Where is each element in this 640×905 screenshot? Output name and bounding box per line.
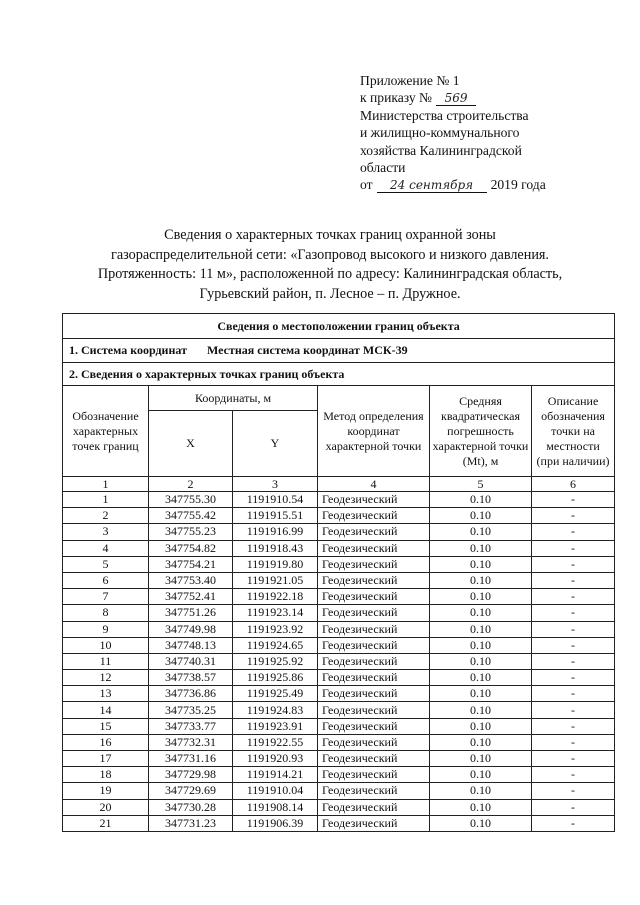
date-suffix: 2019 года (490, 177, 546, 193)
y-coordinate-cell: 1191915.51 (233, 508, 318, 524)
method-cell: Геодезический (318, 734, 430, 750)
y-coordinate-cell: 1191922.55 (233, 734, 318, 750)
column-numbers-row (63, 477, 615, 492)
point-number-cell: 19 (63, 783, 149, 799)
y-coordinate-cell: 1191910.04 (233, 783, 318, 799)
col-header-x: X (149, 411, 233, 477)
method-cell: Геодезический (318, 799, 430, 815)
y-coordinate-cell: 1191923.14 (233, 605, 318, 621)
point-number-cell: 21 (63, 815, 149, 831)
title-line-4: Гурьевский район, п. Лесное – п. Дружное. (199, 285, 461, 302)
table-row (63, 653, 615, 669)
error-cell: 0.10 (430, 734, 532, 750)
x-coordinate-cell: 347733.77 (149, 718, 233, 734)
point-number-cell: 14 (63, 702, 149, 718)
error-cell: 0.10 (430, 686, 532, 702)
x-coordinate-cell: 347754.82 (149, 540, 233, 556)
date-line (360, 176, 600, 193)
col-header-point: Обозначение характерных точек границ (63, 386, 149, 477)
y-coordinate-cell: 1191908.14 (233, 799, 318, 815)
description-cell: - (532, 783, 615, 799)
point-number-cell: 17 (63, 751, 149, 767)
method-cell: Геодезический (318, 621, 430, 637)
table-row (63, 492, 615, 508)
method-cell: Геодезический (318, 524, 430, 540)
col-header-y: Y (233, 411, 318, 477)
description-cell: - (532, 702, 615, 718)
description-cell: - (532, 637, 615, 653)
point-number-cell: 11 (63, 653, 149, 669)
description-cell: - (532, 751, 615, 767)
description-cell: - (532, 572, 615, 588)
point-number-cell: 7 (63, 589, 149, 605)
description-cell: - (532, 670, 615, 686)
x-coordinate-cell: 347752.41 (149, 589, 233, 605)
col-header-description: Описание обозначения точки на местности (при наличии) (532, 386, 615, 477)
appendix-block (360, 72, 600, 194)
col-number: 1 (63, 477, 149, 492)
error-cell: 0.10 (430, 589, 532, 605)
description-cell: - (532, 686, 615, 702)
method-cell: Геодезический (318, 589, 430, 605)
error-cell: 0.10 (430, 492, 532, 508)
method-cell: Геодезический (318, 605, 430, 621)
title-line-1: Сведения о характерных точках границ охранной зоны (164, 227, 496, 243)
x-coordinate-cell: 347753.40 (149, 572, 233, 588)
point-number-cell: 6 (63, 572, 149, 588)
coordinate-system-row (63, 339, 615, 363)
point-number-cell: 3 (63, 524, 149, 540)
error-cell: 0.10 (430, 637, 532, 653)
col-number: 6 (532, 477, 615, 492)
date-prefix: от (360, 177, 373, 193)
x-coordinate-cell: 347754.21 (149, 556, 233, 572)
x-coordinate-cell: 347738.57 (149, 670, 233, 686)
error-cell: 0.10 (430, 605, 532, 621)
error-cell: 0.10 (430, 670, 532, 686)
y-coordinate-cell: 1191925.86 (233, 670, 318, 686)
method-cell: Геодезический (318, 718, 430, 734)
y-coordinate-cell: 1191924.65 (233, 637, 318, 653)
table-row (63, 637, 615, 653)
point-number-cell: 2 (63, 508, 149, 524)
y-coordinate-cell: 1191924.83 (233, 702, 318, 718)
ministry-line-3: хозяйства Калининградской (360, 142, 522, 158)
description-cell: - (532, 556, 615, 572)
table-row (63, 686, 615, 702)
description-cell: - (532, 540, 615, 556)
description-cell: - (532, 508, 615, 524)
method-cell: Геодезический (318, 637, 430, 653)
error-cell: 0.10 (430, 799, 532, 815)
y-coordinate-cell: 1191920.93 (233, 751, 318, 767)
error-cell: 0.10 (430, 767, 532, 783)
method-cell: Геодезический (318, 702, 430, 718)
col-header-method: Метод определения координат характерной точки (318, 386, 430, 477)
table-row (63, 572, 615, 588)
method-cell: Геодезический (318, 686, 430, 702)
method-cell: Геодезический (318, 492, 430, 508)
order-number-handwritten: 569 (436, 91, 476, 106)
point-number-cell: 10 (63, 637, 149, 653)
x-coordinate-cell: 347729.98 (149, 767, 233, 783)
table-row (63, 605, 615, 621)
error-cell: 0.10 (430, 751, 532, 767)
description-cell: - (532, 718, 615, 734)
error-cell: 0.10 (430, 556, 532, 572)
description-cell: - (532, 621, 615, 637)
method-cell: Геодезический (318, 540, 430, 556)
ministry-line-1: Министерства строительства (360, 107, 529, 123)
table-row (63, 508, 615, 524)
y-coordinate-cell: 1191916.99 (233, 524, 318, 540)
x-coordinate-cell: 347755.23 (149, 524, 233, 540)
col-number: 5 (430, 477, 532, 492)
x-coordinate-cell: 347732.31 (149, 734, 233, 750)
col-number: 2 (149, 477, 233, 492)
error-cell: 0.10 (430, 508, 532, 524)
table-row (63, 718, 615, 734)
x-coordinate-cell: 347751.26 (149, 605, 233, 621)
table-row (63, 783, 615, 799)
point-number-cell: 12 (63, 670, 149, 686)
table-header: Сведения о местоположении границ объекта (63, 314, 615, 339)
point-number-cell: 4 (63, 540, 149, 556)
col-header-error: Средняя квадратическая погрешность характерной точки (Mt), м (430, 386, 532, 477)
x-coordinate-cell: 347729.69 (149, 783, 233, 799)
x-coordinate-cell: 347736.86 (149, 686, 233, 702)
method-cell: Геодезический (318, 670, 430, 686)
description-cell: - (532, 524, 615, 540)
table-row (63, 540, 615, 556)
y-coordinate-cell: 1191922.18 (233, 589, 318, 605)
table-row (63, 799, 615, 815)
y-coordinate-cell: 1191925.92 (233, 653, 318, 669)
x-coordinate-cell: 347731.23 (149, 815, 233, 831)
description-cell: - (532, 653, 615, 669)
error-cell: 0.10 (430, 653, 532, 669)
error-cell: 0.10 (430, 815, 532, 831)
description-cell: - (532, 734, 615, 750)
table-row (63, 734, 615, 750)
table-row (63, 621, 615, 637)
ministry-line-4: области (360, 160, 406, 176)
order-prefix: к приказу № (360, 90, 433, 106)
table-row (63, 589, 615, 605)
ministry-line-2: и жилищно-коммунального (360, 125, 520, 141)
y-coordinate-cell: 1191921.05 (233, 572, 318, 588)
col-number: 4 (318, 477, 430, 492)
col-header-coords: Координаты, м (149, 386, 318, 411)
y-coordinate-cell: 1191925.49 (233, 686, 318, 702)
error-cell: 0.10 (430, 718, 532, 734)
table-row (63, 524, 615, 540)
error-cell: 0.10 (430, 540, 532, 556)
point-number-cell: 5 (63, 556, 149, 572)
description-cell: - (532, 815, 615, 831)
point-number-cell: 9 (63, 621, 149, 637)
method-cell: Геодезический (318, 767, 430, 783)
col-number: 3 (233, 477, 318, 492)
section1-value: Местная система координат МСК-39 (206, 343, 408, 357)
point-number-cell: 8 (63, 605, 149, 621)
y-coordinate-cell: 1191918.43 (233, 540, 318, 556)
error-cell: 0.10 (430, 783, 532, 799)
section2-label: 2. Сведения о характерных точках границ объекта (63, 363, 615, 386)
x-coordinate-cell: 347748.13 (149, 637, 233, 653)
y-coordinate-cell: 1191914.21 (233, 767, 318, 783)
method-cell: Геодезический (318, 815, 430, 831)
table-row (63, 815, 615, 831)
section1-label: 1. Система координат (69, 343, 187, 357)
table-row (63, 556, 615, 572)
coordinates-table (62, 313, 615, 832)
point-number-cell: 1 (63, 492, 149, 508)
method-cell: Геодезический (318, 653, 430, 669)
y-coordinate-cell: 1191906.39 (233, 815, 318, 831)
point-number-cell: 16 (63, 734, 149, 750)
document-title (70, 226, 590, 304)
method-cell: Геодезический (318, 556, 430, 572)
x-coordinate-cell: 347735.25 (149, 702, 233, 718)
point-number-cell: 18 (63, 767, 149, 783)
error-cell: 0.10 (430, 621, 532, 637)
title-line-2: газораспределительной сети: «Газопровод высокого и низкого давления. (111, 246, 549, 263)
x-coordinate-cell: 347740.31 (149, 653, 233, 669)
table-row (63, 751, 615, 767)
point-number-cell: 13 (63, 686, 149, 702)
appendix-title: Приложение № 1 (360, 73, 460, 88)
x-coordinate-cell: 347755.42 (149, 508, 233, 524)
x-coordinate-cell: 347730.28 (149, 799, 233, 815)
table-row (63, 670, 615, 686)
description-cell: - (532, 492, 615, 508)
method-cell: Геодезический (318, 572, 430, 588)
error-cell: 0.10 (430, 524, 532, 540)
description-cell: - (532, 589, 615, 605)
x-coordinate-cell: 347749.98 (149, 621, 233, 637)
table-row (63, 767, 615, 783)
x-coordinate-cell: 347731.16 (149, 751, 233, 767)
y-coordinate-cell: 1191910.54 (233, 492, 318, 508)
date-handwritten: 24 сентября (377, 178, 487, 193)
description-cell: - (532, 605, 615, 621)
point-number-cell: 15 (63, 718, 149, 734)
error-cell: 0.10 (430, 572, 532, 588)
x-coordinate-cell: 347755.30 (149, 492, 233, 508)
table-row (63, 702, 615, 718)
description-cell: - (532, 767, 615, 783)
y-coordinate-cell: 1191923.92 (233, 621, 318, 637)
method-cell: Геодезический (318, 751, 430, 767)
error-cell: 0.10 (430, 702, 532, 718)
order-line (360, 89, 600, 106)
method-cell: Геодезический (318, 783, 430, 799)
title-line-3: Протяженность: 11 м», расположенной по адресу: Калининградская область, (97, 266, 563, 282)
y-coordinate-cell: 1191919.80 (233, 556, 318, 572)
y-coordinate-cell: 1191923.91 (233, 718, 318, 734)
method-cell: Геодезический (318, 508, 430, 524)
point-number-cell: 20 (63, 799, 149, 815)
description-cell: - (532, 799, 615, 815)
